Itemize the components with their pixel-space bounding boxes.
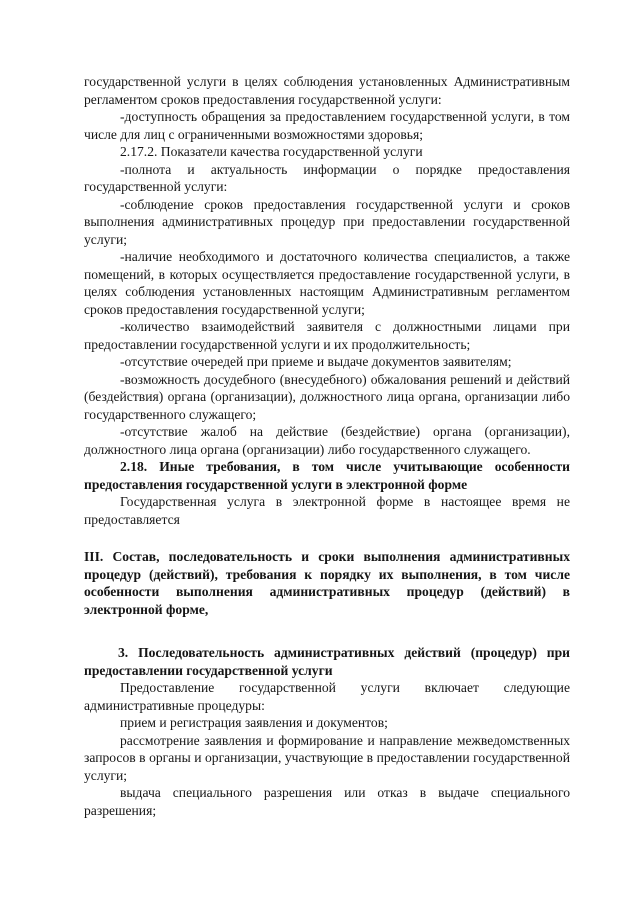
paragraph-deadlines: -соблюдение сроков предоставления государственной услуги и сроков выполнения административных процедур при предоставлении государственной услуги;	[84, 196, 570, 247]
paragraph-procedures-intro: Предоставление государственной услуги включает следующие административные процедуры:	[84, 680, 570, 713]
paragraph-specialists: -наличие необходимого и достаточного количества специалистов, а также помещений, в которых осуществляется предоставление государственной услуги, в целях соблюдения установленных настоящим Административным регламентом сроков предоставления государственной услуги;	[84, 249, 570, 317]
paragraph-accessibility: -доступность обращения за предоставлением государственной услуги, в том числе для лиц с ограниченными возможностями здоровья;	[84, 109, 570, 142]
paragraph-interactions: -количество взаимодействий заявителя с должностными лицами при предоставлении государственной услуги и их продолжительность;	[84, 319, 570, 352]
section-heading-3: 3. Последовательность административных действий (процедур) при предоставлении государственной услуги	[84, 645, 570, 678]
paragraph-appeal: -возможность досудебного (внесудебного) обжалования решений и действий (бездействия) органа (организации), должностного лица органа, организации либо государственного служащего;	[84, 371, 570, 422]
paragraph-complaints: -отсутствие жалоб на действие (бездействие) органа (организации), должностного лица органа (организации) либо государственного служащего.	[84, 424, 570, 457]
paragraph-queues: -отсутствие очередей при приеме и выдаче документов заявителям;	[120, 354, 512, 369]
document-body	[84, 73, 570, 819]
section-heading-2-18: 2.18. Иные требования, в том числе учитывающие особенности предоставления государственной услуги в электронной форме	[84, 459, 570, 492]
paragraph-issuance: выдача специального разрешения или отказ в выдаче специального разрешения;	[84, 785, 570, 818]
paragraph-review: рассмотрение заявления и формирование и направление межведомственных запросов в органы и организации, участвующие в предоставлении государственной услуги;	[84, 732, 570, 783]
paragraph-quality-heading: 2.17.2. Показатели качества государственной услуги	[120, 144, 423, 159]
paragraph-continuation: государственной услуги в целях соблюдения установленных Административным регламентом сроков предоставления государственной услуги:	[84, 74, 570, 107]
paragraph-information: -полнота и актуальность информации о порядке предоставления государственной услуги:	[84, 161, 570, 194]
paragraph-reception: прием и регистрация заявления и документов;	[120, 715, 388, 730]
section-heading-iii: III. Состав, последовательность и сроки выполнения административных процедур (действий), требования к порядку их выполнения, в том числе особенности выполнения административных процедур (действий) в электронной форме,	[84, 549, 570, 617]
paragraph-electronic-form: Государственная услуга в электронной форме в настоящее время не предоставляется	[84, 494, 570, 527]
